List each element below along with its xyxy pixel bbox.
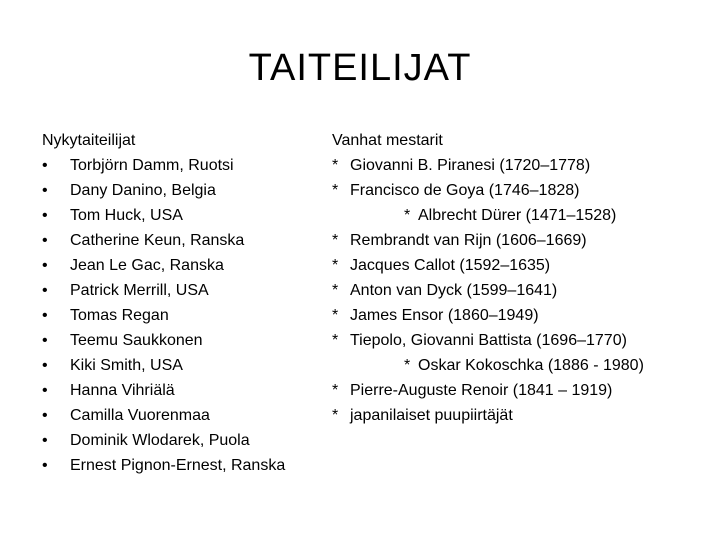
bullet-icon: • bbox=[42, 407, 48, 424]
bullet-icon: • bbox=[42, 207, 48, 224]
list-item bbox=[42, 428, 332, 453]
list-item bbox=[332, 203, 712, 228]
master-name: Tiepolo, Giovanni Battista (1696–1770) bbox=[350, 332, 627, 349]
artist-name: Torbjörn Damm, Ruotsi bbox=[70, 157, 234, 174]
list-item bbox=[42, 328, 332, 353]
list-item bbox=[332, 403, 712, 428]
artist-name: Tomas Regan bbox=[70, 307, 169, 324]
list-item bbox=[42, 228, 332, 253]
old-masters-column bbox=[332, 128, 712, 428]
asterisk-icon: * bbox=[332, 407, 339, 424]
bullet-icon: • bbox=[42, 357, 48, 374]
asterisk-icon: * bbox=[404, 357, 411, 374]
bullet-icon: • bbox=[42, 257, 48, 274]
list-item bbox=[332, 328, 712, 353]
asterisk-icon: * bbox=[332, 157, 339, 174]
master-name: Albrecht Dürer (1471–1528) bbox=[418, 207, 617, 224]
list-item bbox=[42, 378, 332, 403]
contemporary-artists-column bbox=[42, 128, 332, 478]
slide-title: TAITEILIJAT bbox=[248, 47, 472, 89]
list-item bbox=[42, 353, 332, 378]
asterisk-icon: * bbox=[332, 232, 339, 249]
master-name: japanilaiset puupiirtäjät bbox=[350, 407, 513, 424]
asterisk-icon: * bbox=[332, 307, 339, 324]
artist-name: Dominik Wlodarek, Puola bbox=[70, 432, 250, 449]
list-item bbox=[332, 228, 712, 253]
old-masters-heading: Vanhat mestarit bbox=[332, 132, 443, 149]
artist-name: Catherine Keun, Ranska bbox=[70, 232, 245, 249]
list-item bbox=[42, 178, 332, 203]
master-name: Anton van Dyck (1599–1641) bbox=[350, 282, 558, 299]
list-item bbox=[332, 278, 712, 303]
asterisk-icon: * bbox=[332, 282, 339, 299]
artist-name: Dany Danino, Belgia bbox=[70, 182, 216, 199]
list-item bbox=[332, 253, 712, 278]
bullet-icon: • bbox=[42, 307, 48, 324]
list-item bbox=[332, 378, 712, 403]
artist-name: Ernest Pignon-Ernest, Ranska bbox=[70, 457, 286, 474]
list-item bbox=[42, 303, 332, 328]
master-name: Giovanni B. Piranesi (1720–1778) bbox=[350, 157, 591, 174]
asterisk-icon: * bbox=[332, 332, 339, 349]
contemporary-artists-heading: Nykytaiteilijat bbox=[42, 132, 136, 149]
bullet-icon: • bbox=[42, 332, 48, 349]
list-item bbox=[42, 278, 332, 303]
master-name: Jacques Callot (1592–1635) bbox=[350, 257, 551, 274]
list-item bbox=[332, 153, 712, 178]
list-item bbox=[42, 403, 332, 428]
artist-name: Tom Huck, USA bbox=[70, 207, 183, 224]
artist-name: Kiki Smith, USA bbox=[70, 357, 183, 374]
list-item bbox=[332, 303, 712, 328]
bullet-icon: • bbox=[42, 182, 48, 199]
master-name: Francisco de Goya (1746–1828) bbox=[350, 182, 580, 199]
bullet-icon: • bbox=[42, 432, 48, 449]
bullet-icon: • bbox=[42, 157, 48, 174]
artist-name: Camilla Vuorenmaa bbox=[70, 407, 210, 424]
master-name: Rembrandt van Rijn (1606–1669) bbox=[350, 232, 587, 249]
asterisk-icon: * bbox=[332, 257, 339, 274]
bullet-icon: • bbox=[42, 457, 48, 474]
list-item bbox=[332, 353, 712, 378]
artist-name: Hanna Vihriälä bbox=[70, 382, 175, 399]
artist-name: Patrick Merrill, USA bbox=[70, 282, 209, 299]
artist-name: Jean Le Gac, Ranska bbox=[70, 257, 224, 274]
list-item bbox=[42, 153, 332, 178]
artist-name: Teemu Saukkonen bbox=[70, 332, 203, 349]
asterisk-icon: * bbox=[332, 382, 339, 399]
list-item bbox=[42, 203, 332, 228]
master-name: James Ensor (1860–1949) bbox=[350, 307, 539, 324]
master-name: Oskar Kokoschka (1886 - 1980) bbox=[418, 357, 644, 374]
asterisk-icon: * bbox=[404, 207, 411, 224]
master-name: Pierre-Auguste Renoir (1841 – 1919) bbox=[350, 382, 613, 399]
list-item bbox=[42, 253, 332, 278]
bullet-icon: • bbox=[42, 232, 48, 249]
bullet-icon: • bbox=[42, 282, 48, 299]
bullet-icon: • bbox=[42, 382, 48, 399]
list-item bbox=[332, 178, 712, 203]
asterisk-icon: * bbox=[332, 182, 339, 199]
list-item bbox=[42, 453, 332, 478]
